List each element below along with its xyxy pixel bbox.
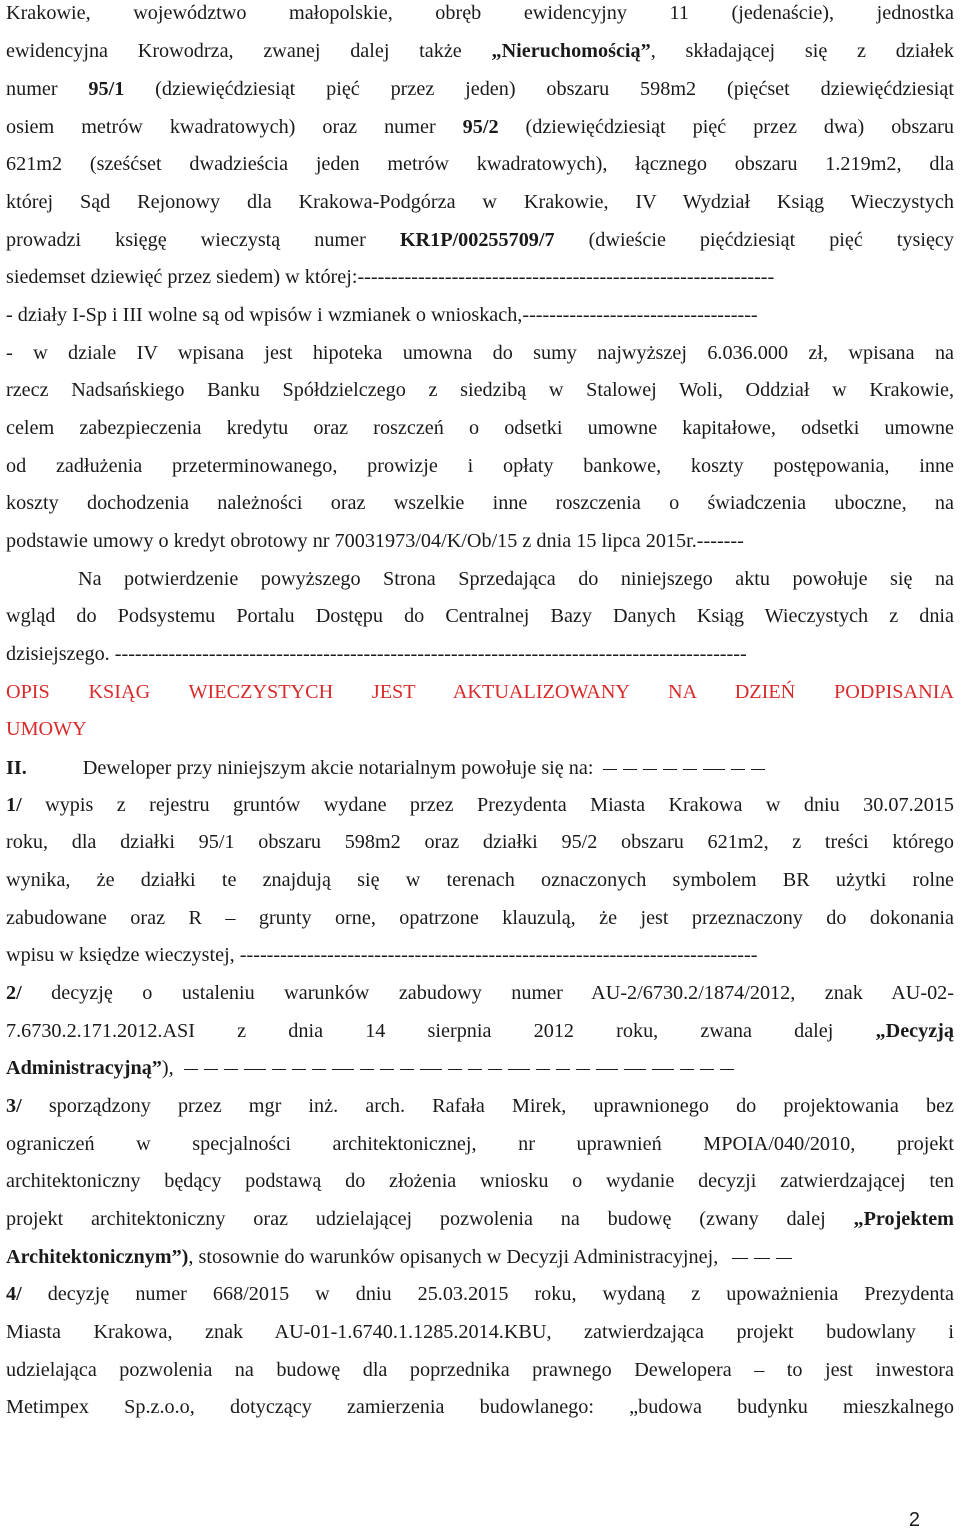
text-line: siedemset dziewięć przez siedem) w której:-------------------------------------------------------------- — [6, 266, 775, 288]
land-register-number: KR1P/00255709/7 — [399, 229, 555, 251]
text-line: ewidencyjna Krowodrza, zwanej dalej także „Nieruchomością”, składającej się z działek — [6, 40, 954, 62]
item-number: 1/ — [6, 794, 22, 816]
list-item: 2/ decyzję o ustaleniu warunków zabudowy numer AU-2/6730.2/1874/2012, znak AU-02- — [6, 982, 954, 1004]
defined-term: „Projektem — [853, 1208, 954, 1230]
text-line: Na potwierdzenie powyższego Strona Sprzedająca do niniejszego aktu powołuje się na — [78, 568, 954, 590]
item-number: 4/ — [6, 1283, 22, 1305]
text-line: projekt architektoniczny oraz udzielającej pozwolenia na budowę (zwany dalej „Projektem — [6, 1208, 954, 1230]
text-line: której Sąd Rejonowy dla Krakowa-Podgórza w Krakowie, IV Wydział Ksiąg Wieczystych — [6, 191, 954, 213]
defined-term: Architektonicznym”) — [6, 1246, 189, 1268]
text-line: dzisiejszego. ---------------------------------------------------------------------------------------------- — [6, 643, 747, 665]
section-heading: II. Deweloper przy niniejszym akcie notarialnym powołuje się na: — [6, 749, 954, 787]
list-item: 3/ sporządzony przez mgr inż. arch. Rafała Mirek, uprawnionego do projektowania bez — [6, 1095, 954, 1117]
text-line: udzielająca pozwolenia na budowę dla poprzednika prawnego Dewelopera – to jest inwestora — [6, 1359, 954, 1381]
text-line: roku, dla działki 95/1 obszaru 598m2 oraz działki 95/2 obszaru 621m2, z treści którego — [6, 831, 954, 853]
text-line: celem zabezpieczenia kredytu oraz roszczeń o odsetki umowne kapitałowe, odsetki umowne — [6, 417, 954, 439]
list-item: 1/ wypis z rejestru gruntów wydane przez Prezydenta Miasta Krakowa w dniu 30.07.2015 — [6, 794, 954, 816]
text-line: rzecz Nadsańskiego Banku Spółdzielczego z siedzibą w Stalowej Woli, Oddział w Krakowie, — [6, 379, 954, 401]
defined-term: Administracyjną” — [6, 1057, 162, 1079]
text-line: Architektonicznym”), stosownie do warunków opisanych w Decyzji Administracyjnej, — [6, 1238, 954, 1276]
defined-term: „Nieruchomością” — [491, 40, 651, 62]
text-line: koszty dochodzenia należności oraz wszelkie inne roszczenia o świadczenia uboczne, na — [6, 492, 954, 514]
notice-line: UMOWY — [6, 718, 87, 740]
item-number: 2/ — [6, 982, 22, 1004]
text-line: - w dziale IV wpisana jest hipoteka umowna do sumy najwyższej 6.036.000 zł, wpisana na — [6, 342, 954, 364]
list-item: 4/ decyzję numer 668/2015 w dniu 25.03.2015 roku, wydaną z upoważnienia Prezydenta — [6, 1283, 954, 1305]
text-line: architektoniczny będący podstawą do złożenia wniosku o wydanie decyzji zatwierdzającej ten — [6, 1170, 954, 1192]
text-line: numer 95/1 (dziewięćdziesiąt pięć przez jeden) obszaru 598m2 (pięćset dziewięćdziesiąt — [6, 78, 954, 100]
notice-line: OPIS KSIĄG WIECZYSTYCH JEST AKTUALIZOWANY NA DZIEŃ PODPISANIA — [6, 681, 954, 703]
text-line: wgląd do Podsystemu Portalu Dostępu do Centralnej Bazy Danych Ksiąg Wieczystych z dnia — [6, 605, 954, 627]
text-line: - działy I-Sp i III wolne są od wpisów i wzmianek o wnioskach,----------------------------------- — [6, 304, 758, 326]
text-line: podstawie umowy o kredyt obrotowy nr 70031973/04/K/Ob/15 z dnia 15 lipca 2015r.------- — [6, 530, 744, 552]
defined-term: „Decyzją — [875, 1020, 954, 1042]
parcel-number: 95/2 — [462, 116, 499, 138]
page-number: 2 — [908, 1509, 920, 1531]
text-line: prowadzi księgę wieczystą numer KR1P/00255709/7 (dwieście pięćdziesiąt pięć tysięcy — [6, 229, 954, 251]
text-line: Krakowie, województwo małopolskie, obręb ewidencyjny 11 (jedenaście), jednostka — [6, 2, 954, 24]
text-line: wynika, że działki te znajdują się w terenach oznaczonych symbolem BR użytki rolne — [6, 869, 954, 891]
text-line: 7.6730.2.171.2012.ASI z dnia 14 sierpnia 2012 roku, zwana dalej „Decyzją — [6, 1020, 954, 1042]
text-line: zabudowane oraz R – grunty orne, opatrzone klauzulą, że jest przeznaczony do dokonania — [6, 907, 954, 929]
item-number: 3/ — [6, 1095, 22, 1117]
text-line: Administracyjną”), — [6, 1049, 954, 1087]
parcel-number: 95/1 — [88, 78, 125, 100]
section-numeral: II. — [6, 757, 27, 779]
text-line: Miasta Krakowa, znak AU-01-1.6740.1.1285.2014.KBU, zatwierdzająca projekt budowlany i — [6, 1321, 954, 1343]
text-line: od zadłużenia przeterminowanego, prowizje i opłaty bankowe, koszty postępowania, inne — [6, 455, 954, 477]
text-line: wpisu w księdze wieczystej, ----------------------------------------------------------------------------- — [6, 944, 758, 966]
text-line: 621m2 (sześćset dwadzieścia jeden metrów kwadratowych), łącznego obszaru 1.219m2, dla — [6, 153, 954, 175]
text-line: osiem metrów kwadratowych) oraz numer 95/2 (dziewięćdziesiąt pięć przez dwa) obszaru — [6, 116, 954, 138]
text-line: ograniczeń w specjalności architektonicznej, nr uprawnień MPOIA/040/2010, projekt — [6, 1133, 954, 1155]
text-line: Metimpex Sp.z.o.o, dotyczący zamierzenia budowlanego: „budowa budynku mieszkalnego — [6, 1396, 954, 1418]
